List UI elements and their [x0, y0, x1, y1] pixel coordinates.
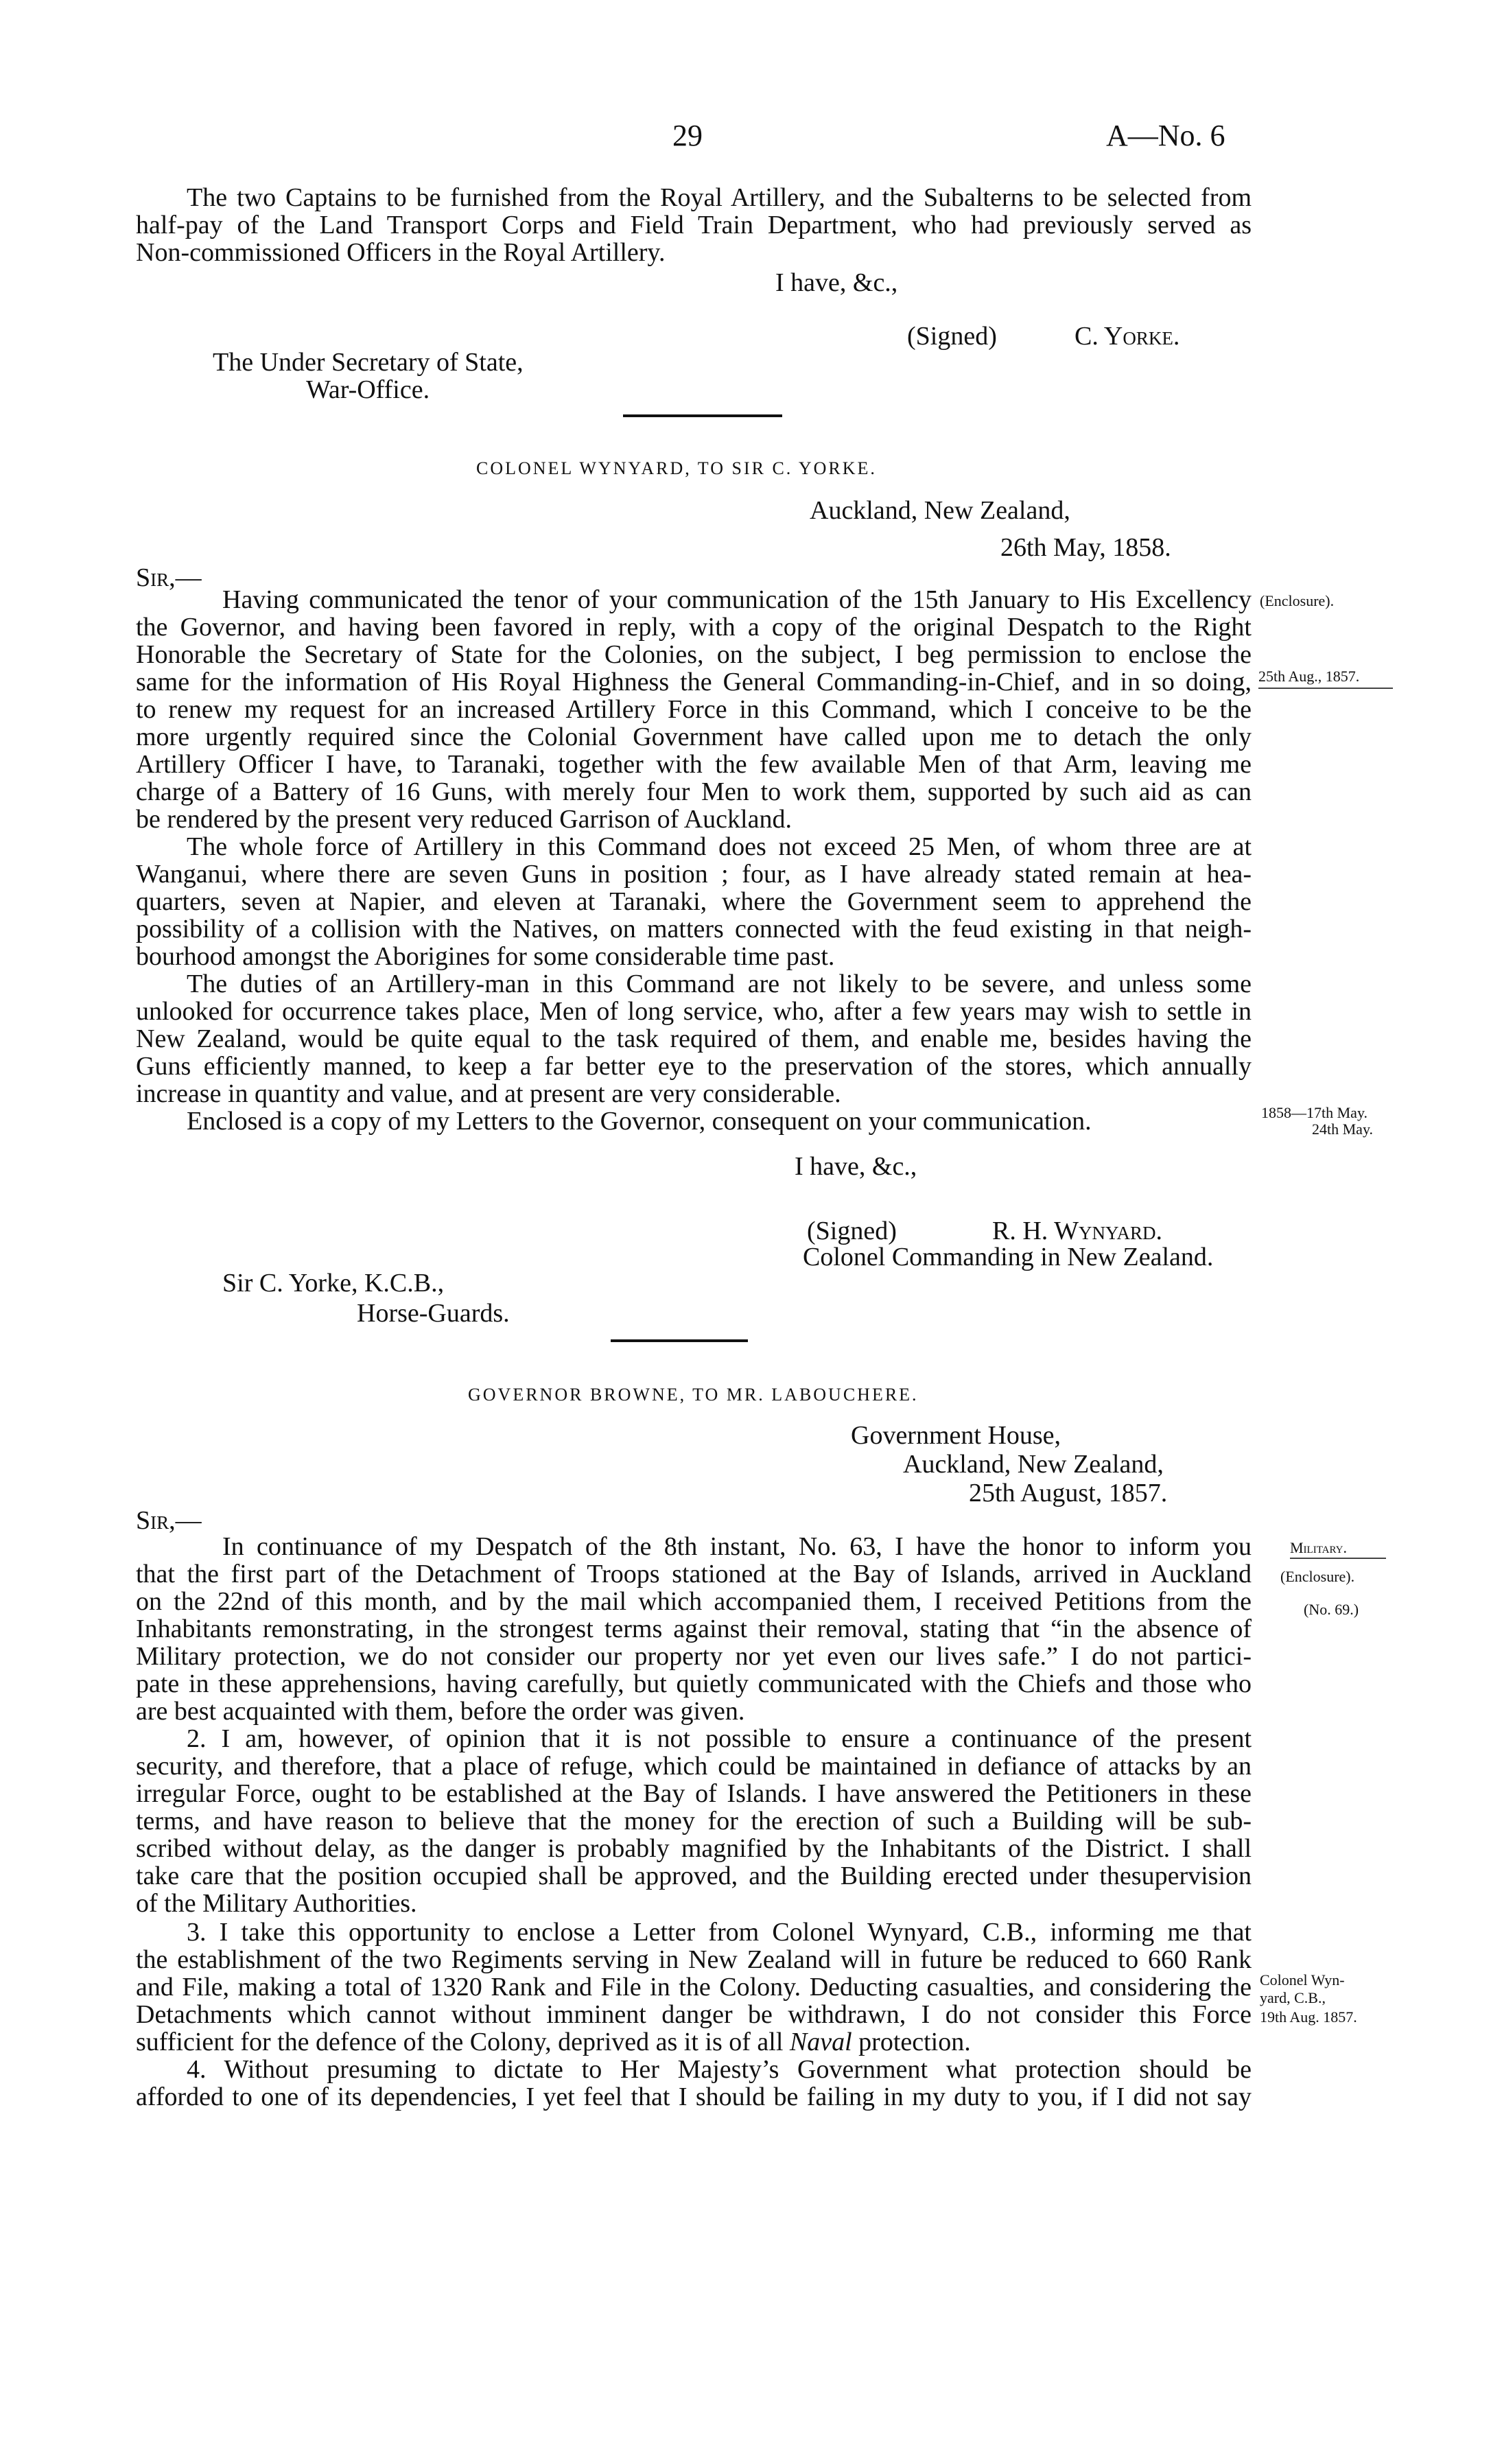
- signature: R. H. Wynyard.: [992, 1217, 1162, 1245]
- text-line: Non-commissioned Officers in the Royal Artillery.: [136, 238, 666, 267]
- addressee: Horse-Guards.: [357, 1299, 510, 1328]
- addressee: Sir C. Yorke, K.C.B.,: [222, 1269, 445, 1298]
- place: Auckland, New Zealand,: [810, 496, 1070, 525]
- text-line: same for the information of His Royal Highness the General Commanding-in-Chief, and in so doing,: [136, 668, 1252, 696]
- text-line: are best acquainted with them, before the order was given.: [136, 1697, 745, 1726]
- signature-title: Colonel Commanding in New Zealand.: [803, 1243, 1214, 1271]
- place: Government House,: [851, 1421, 1061, 1450]
- text-line: The duties of an Artillery-man in this Command are not likely to be severe, and unless some: [187, 970, 1252, 998]
- text-line: The two Captains to be furnished from the Royal Artillery, and the Subalterns to be selected from: [187, 183, 1252, 212]
- text-line: afforded to one of its dependencies, I yet feel that I should be failing in my duty to you, if I did not say: [136, 2082, 1252, 2111]
- letter-heading: GOVERNOR BROWNE, TO MR. LABOUCHERE.: [468, 1385, 919, 1405]
- text-segment: protection.: [852, 2028, 971, 2056]
- margin-note-number: (No. 69.): [1304, 1601, 1359, 1618]
- salutation: Sir,—: [136, 1506, 202, 1535]
- signed-label: (Signed): [807, 1217, 897, 1245]
- text-line: half-pay of the Land Transport Corps and Field Train Department, who had previously served as: [136, 211, 1252, 239]
- date: 26th May, 1858.: [1000, 533, 1171, 562]
- text-line: charge of a Battery of 16 Guns, with merely four Men to work them, supported by such aid as can: [136, 777, 1252, 806]
- text-line: Having communicated the tenor of your communication of the 15th January to His Excellency: [222, 585, 1252, 614]
- addressee: War-Office.: [306, 375, 430, 404]
- signature: C. Yorke.: [1075, 322, 1180, 351]
- text-line: the Governor, and having been favored in reply, with a copy of the original Despatch to the Right: [136, 613, 1252, 642]
- date: 25th August, 1857.: [969, 1479, 1168, 1507]
- text-line: terms, and have reason to believe that the money for the erection of such a Building will be sub-: [136, 1807, 1252, 1835]
- text-line: In continuance of my Despatch of the 8th instant, No. 63, I have the honor to inform you: [222, 1532, 1252, 1561]
- closing: I have, &c.,: [775, 268, 898, 297]
- addressee: The Under Secretary of State,: [213, 348, 524, 377]
- text-line: bourhood amongst the Aborigines for some considerable time past.: [136, 942, 835, 971]
- closing: I have, &c.,: [795, 1152, 917, 1181]
- margin-note-underline: [1258, 688, 1393, 689]
- text-line: Military protection, we do not consider our property nor yet even our lives safe.” I do not partici-: [136, 1642, 1252, 1671]
- text-line: on the 22nd of this month, and by the mail which accompanied them, I received Petitions from the: [136, 1587, 1252, 1616]
- margin-note-date: 24th May.: [1312, 1120, 1374, 1138]
- text-line: unlooked for occurrence takes place, Men of long service, who, after a few years may wish to settle in: [136, 997, 1252, 1026]
- text-line: Inhabitants remonstrating, in the strongest terms against their removal, stating that “in the absence of: [136, 1615, 1252, 1643]
- margin-note-colonel: 19th Aug. 1857.: [1260, 2008, 1357, 2026]
- salutation: Sir,—: [136, 563, 202, 592]
- section-divider: [623, 414, 782, 417]
- text-line: Guns efficiently manned, to keep a far better eye to the preservation of the stores, which annually: [136, 1052, 1252, 1081]
- text-line: to renew my request for an increased Artillery Force in this Command, which I conceive to be the: [136, 695, 1252, 724]
- text-line: scribed without delay, as the danger is probably magnified by the Inhabitants of the District. I shall: [136, 1834, 1252, 1863]
- text-line: security, and therefore, that a place of refuge, which could be maintained in defiance of attacks by an: [136, 1752, 1252, 1781]
- margin-note-colonel: yard, C.B.,: [1260, 1989, 1326, 2006]
- margin-note-underline: [1290, 1558, 1386, 1559]
- text-line: take care that the position occupied shall be approved, and the Building erected under thesupervision: [136, 1862, 1252, 1890]
- text-line: and File, making a total of 1320 Rank and File in the Colony. Deducting casualties, and considering the: [136, 1973, 1252, 2002]
- text-line: that the first part of the Detachment of Troops stationed at the Bay of Islands, arrived in Auckland: [136, 1560, 1252, 1588]
- text-line: be rendered by the present very reduced Garrison of Auckland.: [136, 805, 792, 834]
- text-line: Wanganui, where there are seven Guns in position ; four, as I have already stated remain at hea-: [136, 860, 1252, 889]
- text-line: 3. I take this opportunity to enclose a Letter from Colonel Wynyard, C.B., informing me that: [187, 1918, 1252, 1947]
- text-line: New Zealand, would be quite equal to the task required of them, and enable me, besides having the: [136, 1024, 1252, 1053]
- document-reference: A—No. 6: [1106, 119, 1225, 152]
- text-line: The whole force of Artillery in this Command does not exceed 25 Men, of whom three are at: [187, 832, 1252, 861]
- text-line: more urgently required since the Colonial Government have called upon me to detach the only: [136, 723, 1252, 751]
- margin-note-date: 25th Aug., 1857.: [1258, 668, 1360, 685]
- text-line: possibility of a collision with the Natives, on matters connected with the feud existing in that neigh-: [136, 915, 1252, 943]
- letter-heading: COLONEL WYNYARD, TO SIR C. YORKE.: [476, 458, 877, 478]
- page-number: 29: [672, 119, 703, 152]
- text-line: quarters, seven at Napier, and eleven at Taranaki, where the Government seem to apprehend the: [136, 887, 1252, 916]
- text-line: increase in quantity and value, and at present are very considerable.: [136, 1079, 841, 1108]
- italic-word: Naval: [789, 2028, 852, 2056]
- margin-note-enclosure: (Enclosure).: [1260, 592, 1335, 609]
- signed-label: (Signed): [907, 322, 997, 351]
- margin-note-date: 1858—17th May.: [1261, 1104, 1368, 1121]
- text-line: Enclosed is a copy of my Letters to the Governor, consequent on your communication.: [187, 1107, 1092, 1136]
- text-line: irregular Force, ought to be established at the Bay of Islands. I have answered the Petitioners in these: [136, 1779, 1252, 1808]
- text-line: [136, 2028, 971, 2056]
- text-line: 2. I am, however, of opinion that it is not possible to ensure a continuance of the present: [187, 1724, 1252, 1753]
- margin-note-colonel: Colonel Wyn-: [1260, 1971, 1345, 1988]
- text-line: Artillery Officer I have, to Taranaki, together with the few available Men of that Arm, leaving me: [136, 750, 1252, 779]
- text-line: Detachments which cannot without imminent danger be withdrawn, I do not consider this Force: [136, 2000, 1252, 2029]
- text-line: pate in these apprehensions, having carefully, but quietly communicated with the Chiefs and those who: [136, 1669, 1252, 1698]
- text-line: Honorable the Secretary of State for the Colonies, on the subject, I beg permission to enclose the: [136, 640, 1252, 669]
- text-line: 4. Without presuming to dictate to Her Majesty’s Government what protection should be: [187, 2055, 1252, 2084]
- place: Auckland, New Zealand,: [903, 1450, 1164, 1479]
- margin-note-military: Military.: [1290, 1539, 1348, 1556]
- text-line: the establishment of the two Regiments serving in New Zealand will in future be reduced to 660 Rank: [136, 1945, 1252, 1974]
- margin-note-enclosure: (Enclosure).: [1280, 1568, 1355, 1585]
- text-segment: sufficient for the defence of the Colony, deprived as it is of all: [136, 2028, 784, 2056]
- section-divider: [611, 1339, 748, 1342]
- text-line: of the Military Authorities.: [136, 1889, 417, 1918]
